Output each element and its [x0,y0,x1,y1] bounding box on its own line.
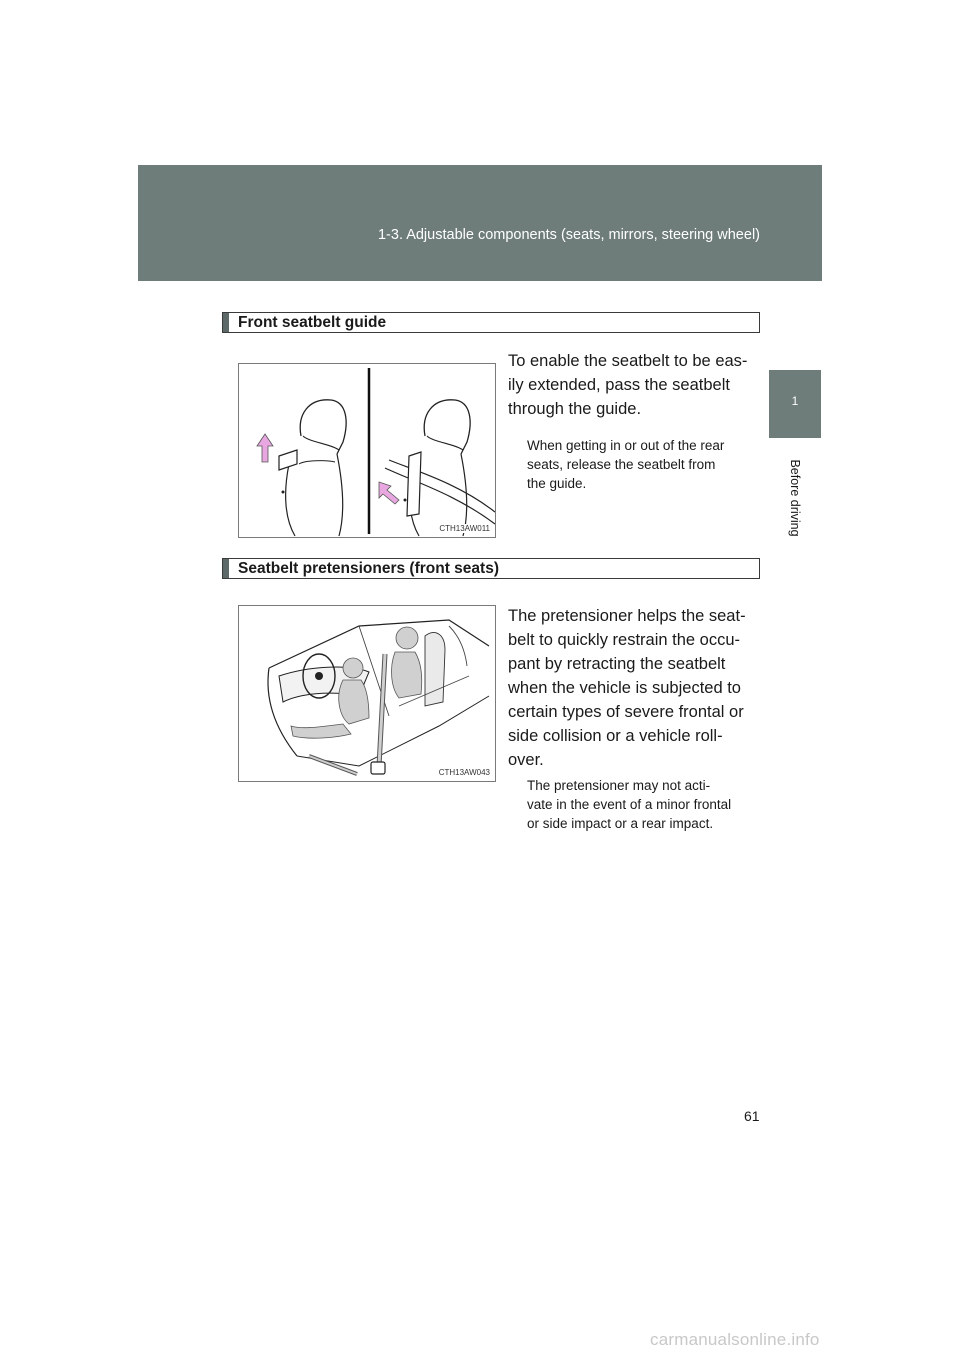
body-line: To enable the seatbelt to be eas- [508,352,748,370]
header-title: 1-3. Adjustable components (seats, mirrors, steering wheel) [377,227,760,243]
section-note [527,776,756,833]
seatbelt-guide-illustration [238,363,496,538]
note-line: The pretensioner may not acti- [527,778,711,793]
body-line: over. [508,751,544,769]
watermark: carmanualsonline.info [650,1330,820,1349]
note-line: the guide. [527,476,587,491]
figure-code: CTH13AW043 [438,768,490,777]
body-line: ily extended, pass the seatbelt [508,376,730,394]
chapter-number: 1 [791,394,799,408]
section-accent [223,559,229,578]
section-body [508,604,756,772]
note-line: When getting in or out of the rear [527,438,725,453]
seatbelt-pretensioner-illustration [238,605,496,782]
seatbelt-guide-drawing [239,364,496,538]
body-line: belt to quickly restrain the occu- [508,631,741,649]
section-note [527,436,756,493]
body-line: The pretensioner helps the seat- [508,607,746,625]
section-heading-seatbelt-pretensioners [222,558,760,579]
section-body [508,349,756,421]
body-line: pant by retracting the seatbelt [508,655,726,673]
body-line: when the vehicle is subjected to [508,679,741,697]
section-title: Seatbelt pretensioners (front seats) [238,560,499,577]
section-accent [223,313,229,332]
chapter-tab [769,370,821,438]
section-heading-front-seatbelt-guide [222,312,760,333]
figure-code: CTH13AW011 [439,524,490,533]
body-line: through the guide. [508,400,642,418]
body-line: certain types of severe frontal or [508,703,744,721]
note-line: or side impact or a rear impact. [527,816,714,831]
seatbelt-pretensioner-drawing [239,606,496,782]
body-line: side collision or a vehicle roll- [508,727,723,745]
section-title: Front seatbelt guide [238,314,387,331]
note-line: seats, release the seatbelt from [527,457,716,472]
header-band [138,165,822,281]
page-number: 61 [744,1108,760,1124]
note-line: vate in the event of a minor frontal [527,797,732,812]
chapter-label: Before driving [788,459,802,537]
